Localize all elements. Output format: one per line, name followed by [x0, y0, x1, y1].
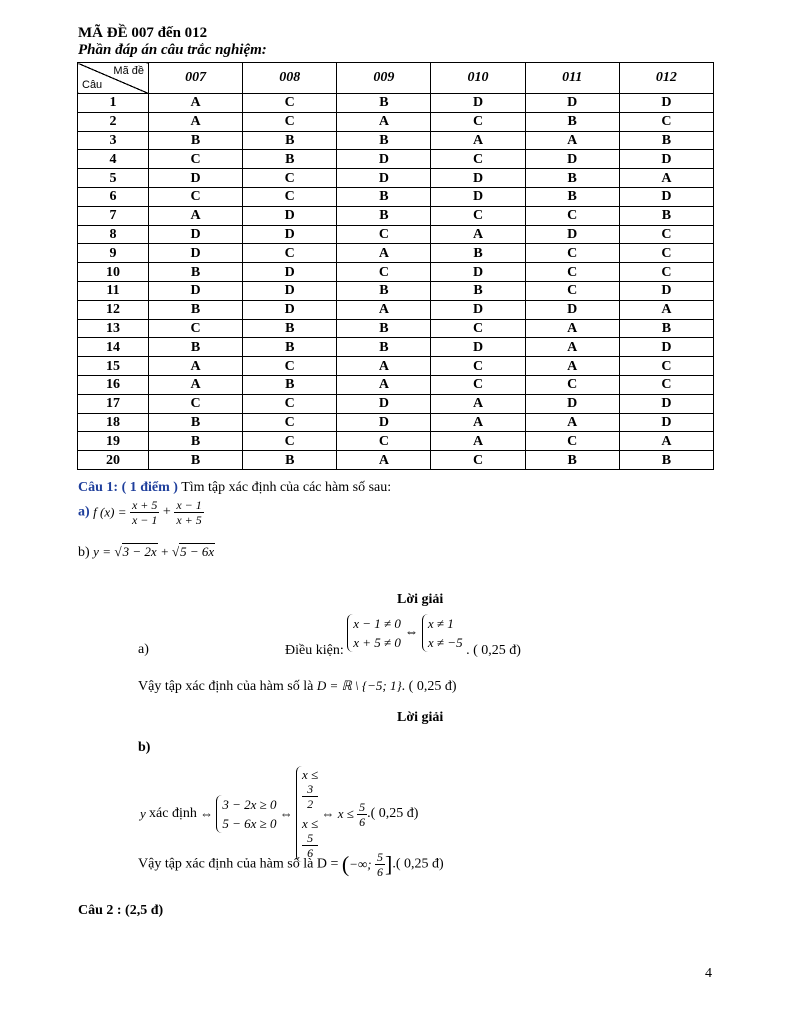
answer-cell: D: [525, 225, 619, 244]
condition-score: . ( 0,25 đ): [466, 643, 521, 659]
answer-cell: D: [243, 281, 337, 300]
answer-cell: C: [431, 206, 525, 225]
table-row: [78, 131, 714, 150]
answer-cell: A: [149, 206, 243, 225]
answer-cell: A: [525, 357, 619, 376]
plus-sign: +: [162, 504, 171, 520]
question-number-cell: 16: [78, 375, 149, 394]
bound-2-prefix: x ≤: [302, 816, 319, 831]
answer-cell: A: [525, 319, 619, 338]
answer-cell: D: [431, 300, 525, 319]
answer-cell: B: [243, 338, 337, 357]
answer-cell: D: [337, 394, 431, 413]
interval-fraction: [375, 850, 385, 879]
solution-b-label: b): [138, 740, 151, 755]
answer-cell: C: [431, 451, 525, 470]
answer-cell: B: [337, 206, 431, 225]
answer-cell: B: [149, 263, 243, 282]
condition-text: Điều kiện:: [285, 643, 344, 659]
table-row: [78, 413, 714, 432]
answer-cell: B: [337, 94, 431, 113]
result-fraction: [357, 800, 367, 829]
equivalence-symbol: ⇔: [279, 806, 293, 821]
fraction-1: [130, 498, 159, 527]
answer-cell: A: [337, 244, 431, 263]
answer-cell: B: [337, 338, 431, 357]
answer-cell: B: [431, 244, 525, 263]
answer-cell: D: [243, 225, 337, 244]
table-row: [78, 263, 714, 282]
answer-cell: A: [619, 169, 713, 188]
part-b-lhs: y =: [93, 544, 111, 559]
table-row: [78, 169, 714, 188]
question-1-prompt: [78, 480, 391, 496]
table-row: [78, 432, 714, 451]
answer-cell: B: [337, 131, 431, 150]
answer-cell: B: [243, 375, 337, 394]
interval-left: −∞;: [349, 856, 372, 872]
table-row: [78, 244, 714, 263]
answer-cell: C: [243, 413, 337, 432]
inequality-system: [216, 795, 276, 833]
corner-label-question: Câu: [82, 79, 103, 91]
answer-cell: D: [525, 150, 619, 169]
column-header-code: 008: [243, 63, 337, 94]
answer-cell: A: [431, 394, 525, 413]
answer-table: [77, 62, 714, 470]
question-1-label: Câu 1:: [78, 480, 119, 495]
answer-cell: B: [149, 413, 243, 432]
question-number-cell: 20: [78, 451, 149, 470]
condition-line-2: x + 5 ≠ 0: [353, 635, 401, 650]
answer-cell: B: [619, 206, 713, 225]
answer-cell: C: [619, 375, 713, 394]
domain-expression: D = ℝ \ {−5; 1}: [316, 678, 402, 693]
table-row: [78, 300, 714, 319]
table-corner-cell: [78, 63, 149, 94]
answer-cell: D: [337, 169, 431, 188]
question-number-cell: 1: [78, 94, 149, 113]
fraction-2: [174, 498, 203, 527]
answer-cell: C: [431, 112, 525, 131]
condition-system: [347, 614, 401, 652]
answer-cell: A: [619, 432, 713, 451]
table-row: [78, 394, 714, 413]
answer-cell: B: [525, 451, 619, 470]
table-row: [78, 94, 714, 113]
solution-a-condition: [285, 614, 521, 659]
answer-cell: D: [149, 169, 243, 188]
page-title: MÃ ĐỀ 007 đến 012: [78, 25, 208, 41]
answer-cell: D: [619, 94, 713, 113]
answer-cell: A: [337, 357, 431, 376]
answer-cell: A: [149, 375, 243, 394]
answer-cell: C: [149, 319, 243, 338]
question-number-cell: 7: [78, 206, 149, 225]
bound-1-den: 2: [307, 797, 314, 811]
answer-cell: C: [431, 319, 525, 338]
question-number-cell: 11: [78, 281, 149, 300]
answer-cell: B: [619, 451, 713, 470]
answer-cell: C: [619, 112, 713, 131]
answer-cell: D: [525, 300, 619, 319]
fraction-1-denominator: x − 1: [131, 513, 158, 527]
equivalence-symbol: ⇔: [200, 806, 214, 821]
section-subtitle: Phần đáp án câu trắc nghiệm:: [78, 42, 267, 58]
question-number-cell: 18: [78, 413, 149, 432]
interval-den: 6: [377, 865, 384, 879]
answer-cell: D: [337, 150, 431, 169]
answer-cell: C: [243, 94, 337, 113]
equivalence-symbol: ⇔: [321, 806, 335, 821]
question-1-part-b: b) y = √3 − 2x + √5 − 6x: [78, 544, 215, 560]
answer-cell: C: [619, 244, 713, 263]
answer-cell: C: [525, 263, 619, 282]
answer-cell: A: [337, 300, 431, 319]
corner-label-code: Mã đề: [113, 65, 144, 77]
answer-cell: B: [149, 300, 243, 319]
question-number-cell: 4: [78, 150, 149, 169]
answer-cell: C: [243, 112, 337, 131]
column-header-code: 012: [619, 63, 713, 94]
table-row: [78, 451, 714, 470]
answer-cell: B: [431, 281, 525, 300]
answer-cell: C: [243, 187, 337, 206]
answer-cell: A: [431, 413, 525, 432]
answer-cell: C: [525, 432, 619, 451]
answer-cell: C: [431, 150, 525, 169]
question-number-cell: 2: [78, 112, 149, 131]
answer-cell: D: [431, 338, 525, 357]
interval-num: 5: [377, 850, 384, 864]
answer-cell: D: [243, 300, 337, 319]
answer-cell: B: [243, 150, 337, 169]
answer-cell: D: [525, 94, 619, 113]
result-den: 6: [359, 814, 366, 829]
answer-cell: C: [431, 375, 525, 394]
answer-cell: B: [149, 338, 243, 357]
answer-cell: C: [149, 394, 243, 413]
table-row: [78, 338, 714, 357]
answer-cell: C: [243, 394, 337, 413]
answer-cell: A: [525, 338, 619, 357]
answer-cell: D: [431, 94, 525, 113]
solution-a-conclusion: [138, 678, 456, 695]
answer-cell: A: [525, 131, 619, 150]
answer-cell: C: [243, 432, 337, 451]
answer-cell: A: [619, 300, 713, 319]
answer-cell: C: [337, 263, 431, 282]
answer-cell: B: [243, 131, 337, 150]
answer-cell: B: [243, 451, 337, 470]
table-row: [78, 357, 714, 376]
question-number-cell: 5: [78, 169, 149, 188]
answer-cell: C: [243, 357, 337, 376]
solution-b-heading: Lời giải: [397, 710, 444, 725]
table-row: [78, 112, 714, 131]
part-a-lhs: f (x) =: [93, 504, 127, 520]
bound-1-prefix: x ≤: [302, 767, 319, 782]
answer-cell: D: [525, 394, 619, 413]
question-1-points: ( 1 điểm ): [121, 480, 178, 495]
inequality-line-1: 3 − 2x ≥ 0: [222, 797, 277, 812]
answer-cell: B: [619, 319, 713, 338]
result-line-1: x ≠ 1: [427, 616, 454, 631]
condition-line-1: x − 1 ≠ 0: [353, 616, 401, 631]
answer-cell: B: [525, 187, 619, 206]
column-header-code: 007: [149, 63, 243, 94]
answer-cell: D: [619, 187, 713, 206]
answer-cell: D: [149, 244, 243, 263]
answer-cell: A: [337, 112, 431, 131]
answer-cell: D: [243, 206, 337, 225]
answer-cell: D: [619, 413, 713, 432]
answer-cell: D: [619, 338, 713, 357]
answer-cell: C: [619, 225, 713, 244]
answer-cell: B: [337, 281, 431, 300]
conclusion-text: Vậy tập xác định của hàm số là: [138, 679, 314, 694]
fraction-2-numerator: x − 1: [176, 498, 202, 512]
answer-cell: B: [619, 131, 713, 150]
answer-cell: D: [431, 187, 525, 206]
question-2-heading: Câu 2 : (2,5 đ): [78, 903, 164, 918]
inequality-line-2: 5 − 6x ≥ 0: [222, 816, 277, 831]
answer-cell: A: [431, 225, 525, 244]
equivalence-symbol: ⇔: [404, 625, 419, 640]
bound-1-fraction: [302, 782, 318, 811]
answer-cell: D: [149, 281, 243, 300]
question-number-cell: 17: [78, 394, 149, 413]
part-b-label: b): [78, 545, 90, 560]
bound-2-num: 5: [302, 831, 318, 846]
question-number-cell: 13: [78, 319, 149, 338]
answer-cell: C: [431, 357, 525, 376]
question-number-cell: 6: [78, 187, 149, 206]
answer-cell: C: [149, 187, 243, 206]
table-row: [78, 150, 714, 169]
answer-cell: B: [149, 131, 243, 150]
part-a-label: a): [78, 504, 90, 520]
table-row: [78, 375, 714, 394]
sqrt-term-2: 5 − 6x: [180, 544, 215, 559]
solution-a-label: a): [138, 642, 149, 657]
answer-cell: C: [525, 206, 619, 225]
question-number-cell: 19: [78, 432, 149, 451]
answer-cell: B: [243, 319, 337, 338]
answer-cell: D: [431, 169, 525, 188]
question-number-cell: 3: [78, 131, 149, 150]
solution-a-heading: Lời giải: [397, 592, 444, 607]
answer-cell: A: [149, 112, 243, 131]
table-row: [78, 281, 714, 300]
defined-text: xác định: [149, 806, 197, 821]
bound-1-num: 3: [302, 782, 318, 797]
y-variable: y: [140, 806, 146, 821]
answer-cell: C: [525, 375, 619, 394]
question-number-cell: 9: [78, 244, 149, 263]
answer-cell: A: [337, 451, 431, 470]
table-row: [78, 206, 714, 225]
answer-cell: C: [243, 169, 337, 188]
answer-cell: C: [619, 357, 713, 376]
answer-cell: D: [431, 263, 525, 282]
result-system: [422, 614, 463, 652]
conclusion-score: .( 0,25 đ): [392, 856, 444, 872]
column-header-code: 009: [337, 63, 431, 94]
answer-cell: D: [619, 150, 713, 169]
column-header-code: 011: [525, 63, 619, 94]
solution-b-derivation: [140, 766, 418, 862]
answer-cell: A: [149, 94, 243, 113]
result-num: 5: [359, 799, 366, 814]
answer-cell: D: [337, 413, 431, 432]
column-header-code: 010: [431, 63, 525, 94]
answer-cell: B: [337, 187, 431, 206]
answer-cell: A: [337, 375, 431, 394]
answer-cell: D: [243, 263, 337, 282]
answer-cell: C: [619, 263, 713, 282]
table-row: [78, 319, 714, 338]
answer-cell: D: [619, 394, 713, 413]
solution-b-conclusion: Vậy tập xác định của hàm số là D = (−∞; $\frac{5}{6}$ ].( 0,25 đ): [138, 850, 444, 879]
answer-cell: A: [431, 432, 525, 451]
table-row: [78, 187, 714, 206]
answer-cell: B: [149, 432, 243, 451]
conclusion-text: Vậy tập xác định của hàm số là D =: [138, 856, 339, 872]
question-number-cell: 8: [78, 225, 149, 244]
answer-cell: D: [619, 281, 713, 300]
question-1-part-a: [78, 498, 204, 527]
answer-cell: A: [525, 413, 619, 432]
question-1-text: Tìm tập xác định của các hàm số sau:: [181, 480, 392, 495]
answer-cell: A: [149, 357, 243, 376]
answer-cell: C: [243, 244, 337, 263]
fraction-2-denominator: x + 5: [176, 513, 202, 527]
answer-cell: C: [337, 432, 431, 451]
question-number-cell: 14: [78, 338, 149, 357]
answer-cell: B: [525, 112, 619, 131]
conclusion-score: . ( 0,25 đ): [401, 679, 457, 694]
question-number-cell: 10: [78, 263, 149, 282]
result-line-2: x ≠ −5: [427, 635, 463, 650]
question-number-cell: 15: [78, 357, 149, 376]
answer-cell: C: [525, 244, 619, 263]
question-number-cell: 12: [78, 300, 149, 319]
answer-cell: B: [149, 451, 243, 470]
fraction-1-numerator: x + 5: [131, 498, 158, 512]
answer-cell: B: [525, 169, 619, 188]
sqrt-term-1: 3 − 2x: [122, 544, 157, 559]
answer-cell: D: [149, 225, 243, 244]
result-prefix: x ≤: [337, 806, 354, 821]
answer-cell: C: [525, 281, 619, 300]
bound-2-den: 6: [307, 846, 314, 860]
answer-cell: A: [431, 131, 525, 150]
bound-system: [296, 766, 318, 862]
answer-cell: B: [337, 319, 431, 338]
answer-cell: C: [149, 150, 243, 169]
table-row: [78, 225, 714, 244]
derivation-score: .( 0,25 đ): [367, 806, 419, 821]
answer-cell: C: [337, 225, 431, 244]
page-number: 4: [705, 966, 712, 981]
